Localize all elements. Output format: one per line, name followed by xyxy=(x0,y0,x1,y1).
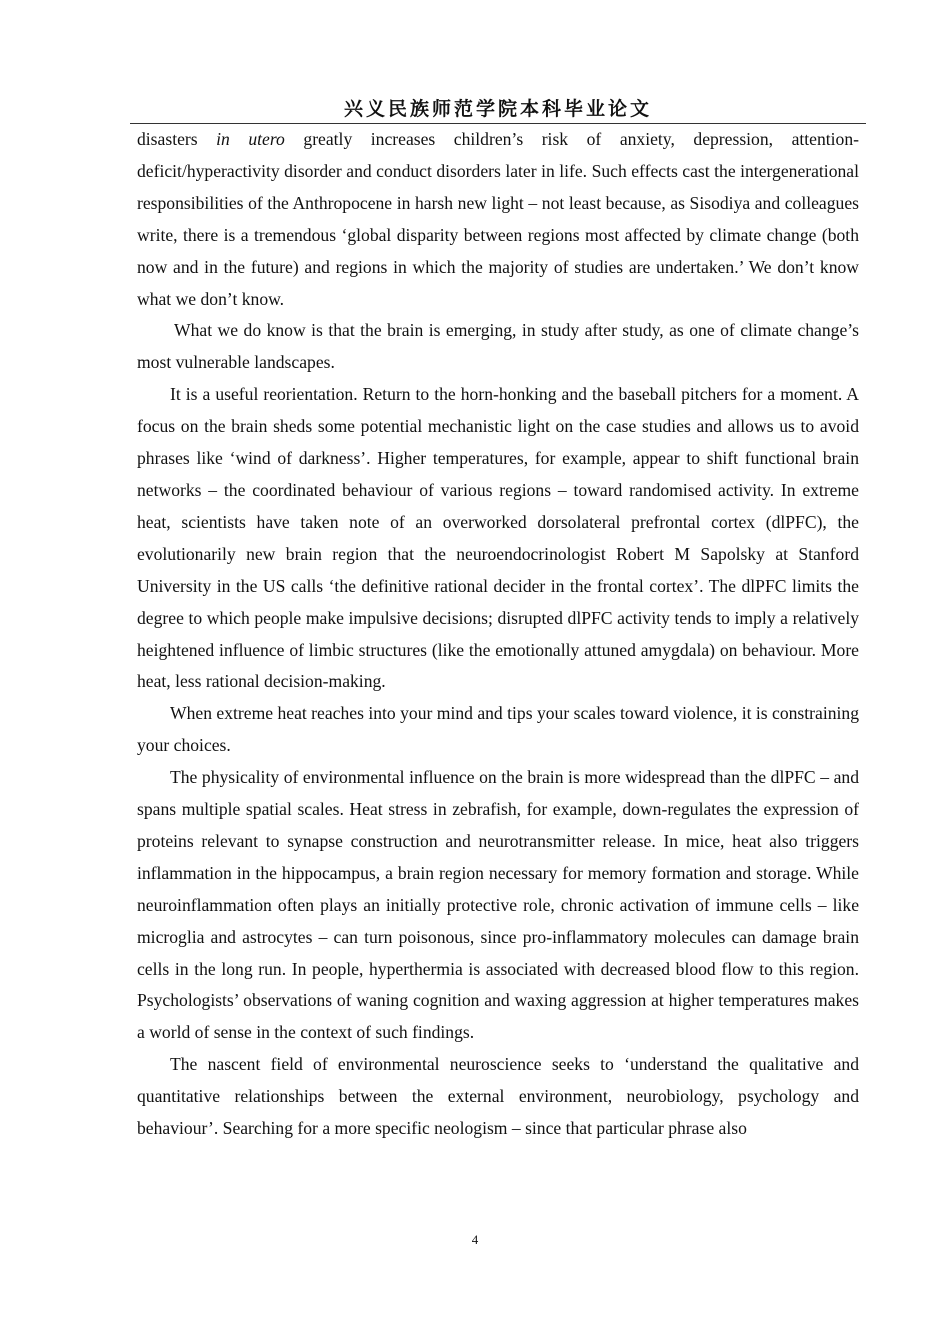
paragraph-5: The physicality of environmental influence on the brain is more widespread than the dlPFC – and spans multiple spatial scales. Heat stress in zebrafish, for example, down-regulates the expression of proteins relevant to synapse construction and neurotransmitter release. In mice, heat also triggers inflammation in the hippocampus, a brain region necessary for memory formation and storage. While neuroinflammation often plays an initially protective role, chronic activation of immune cells – like microglia and astrocytes – can turn poisonous, since pro-inflammatory molecules can damage brain cells in the long run. In people, hyperthermia is associated with decreased blood flow to this region. Psychologists’ observations of waning cognition and waxing aggression at higher temperatures makes a world of sense in the context of such findings. xyxy=(137,767,859,1043)
paragraph-1-lead: disasters xyxy=(137,129,217,149)
paragraph-1 xyxy=(137,124,859,315)
document-body xyxy=(137,124,859,1145)
paragraph-3: It is a useful reorientation. Return to the horn-honking and the baseball pitchers for a moment. A focus on the brain sheds some potential mechanistic light on the case studies and allows us to avoid phrases like ‘wind of darkness’. Higher temperatures, for example, appear to shift functional brain networks – the coordinated behaviour of various regions – toward randomised activity. In extreme heat, scientists have taken note of an overworked dorsolateral prefrontal cortex (dlPFC), the evolutionarily new brain region that the neuroendocrinologist Robert M Sapolsky at Stanford University in the US calls ‘the definitive rational decider in the frontal cortex’. The dlPFC limits the degree to which people make impulsive decisions; disrupted dlPFC activity tends to imply a relatively heightened influence of limbic structures (like the emotionally attuned amygdala) on behaviour. More heat, less rational decision-making. xyxy=(137,384,859,692)
paragraph-1-italic-term: in utero xyxy=(216,129,285,149)
page-number: 4 xyxy=(471,1232,479,1247)
paragraph-1-rest: greatly increases children’s risk of anxiety, depression, attention-deficit/hyperactivity disorder and conduct disorders later in life. Such effects cast the intergenerational responsibilities of the Anthropocene in harsh new light – not least because, as Sisodiya and colleagues write, there is a tremendous ‘global disparity between regions most affected by climate change (both now and in the future) and regions in which the majority of studies are undertaken.’ We don’t know what we don’t know. xyxy=(137,129,859,309)
paragraph-4: When extreme heat reaches into your mind and tips your scales toward violence, it is constraining your choices. xyxy=(137,703,859,756)
paragraph-2: What we do know is that the brain is emerging, in study after study, as one of climate change’s most vulnerable landscapes. xyxy=(137,320,859,373)
paragraph-6: The nascent field of environmental neuroscience seeks to ‘understand the qualitative and quantitative relationships between the external environment, neurobiology, psychology and behaviour’. Searching for a more specific neologism – since that particular phrase also xyxy=(137,1054,859,1139)
page-header-title: 兴义民族师范学院本科毕业论文 xyxy=(343,98,652,120)
